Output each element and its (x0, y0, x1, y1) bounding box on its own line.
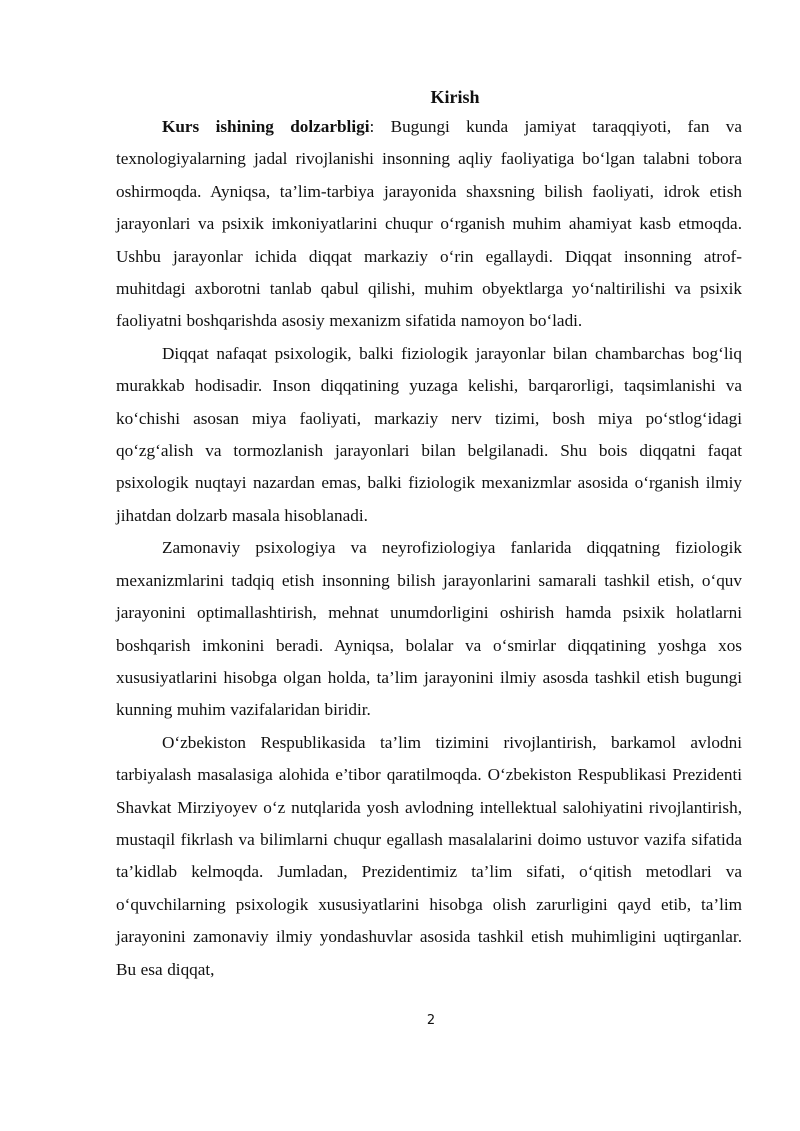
paragraph-attention-physiology: Diqqat nafaqat psixologik, balki fiziologik jarayonlar bilan chambarchas bog‘liq murakkab hodisadir. Inson diqqatining yuzaga kelishi, barqarorligi, taqsimlanishi va ko‘chishi asosan miya faoliyati, markaziy nerv tizimi, bosh miya po‘stlog‘idagi qo‘zg‘alish va tormozlanish jarayonlari bilan belgilanadi. Shu bois diqqatni faqat psixologik nuqtayi nazardan emas, balki fiziologik mexanizmlar asosida o‘rganish ilmiy jihatdan dolzarb masala hisoblanadi. (116, 343, 742, 525)
page-heading: Kirish (430, 87, 480, 107)
paragraph-relevance (116, 111, 742, 338)
paragraph-lead-text: Kurs ishining dolzarbligi (162, 117, 370, 136)
paragraph-uzbekistan-education: O‘zbekiston Respublikasida ta’lim tizimini rivojlantirish, barkamol avlodni tarbiyalash masalasiga alohida e’tibor qaratilmoqda. O‘zbekiston Respublikasi Prezidenti Shavkat Mirziyoyev o‘z nutqlarida yosh avlodning intellektual salohiyatini rivojlantirish, mustaqil fikrlash va bilimlarni chuqur egallash masalalarini doimo ustuvor vazifa sifatida ta’kidlab kelmoqda. Jumladan, Prezidentimiz ta’lim sifati, o‘qitish metodlari va o‘quvchilarning psixologik xususiyatlarini hisobga olish zarurligini qayd etib, ta’lim jarayonini zamonaviy ilmiy yondashuvlar asosida tashkil etish muhimligini uqtirganlar. Bu esa diqqat, (116, 732, 742, 979)
page-number: 2 (426, 1013, 436, 1028)
page-content (116, 83, 742, 986)
paragraph-body-text: : Bugungi kunda jamiyat taraqqiyoti, fan va texnologiyalarning jadal rivojlanishi insonning aqliy faoliyatiga bo‘lgan talabni tobora oshirmoqda. Ayniqsa, ta’lim-tarbiya jarayonida shaxsning bilish faoliyati, idrok etish jarayonlari va psixik imkoniyatlarini chuqur o‘rganish muhim ahamiyat kasb etmoqda. Ushbu jarayonlar ichida diqqat markaziy o‘rin egallaydi. Diqqat insonning atrof-muhitdagi axborotni tanlab qabul qilishi, muhim obyektlarga yo‘naltirilishi va psixik faoliyatni boshqarishda asosiy mexanizm sifatida namoyon bo‘ladi. (116, 117, 742, 331)
paragraph-modern-research: Zamonaviy psixologiya va neyrofiziologiya fanlarida diqqatning fiziologik mexanizmlarini tadqiq etish insonning bilish jarayonlarini samarali tashkil etish, o‘quv jarayonini optimallashtirish, mehnat unumdorligini oshirish hamda psixik holatlarni boshqarish imkonini beradi. Ayniqsa, bolalar va o‘smirlar diqqatining yoshga xos xususiyatlarini hisobga olgan holda, ta’lim jarayonini ilmiy asosda tashkil etish bugungi kunning muhim vazifalaridan biridir. (116, 538, 742, 720)
